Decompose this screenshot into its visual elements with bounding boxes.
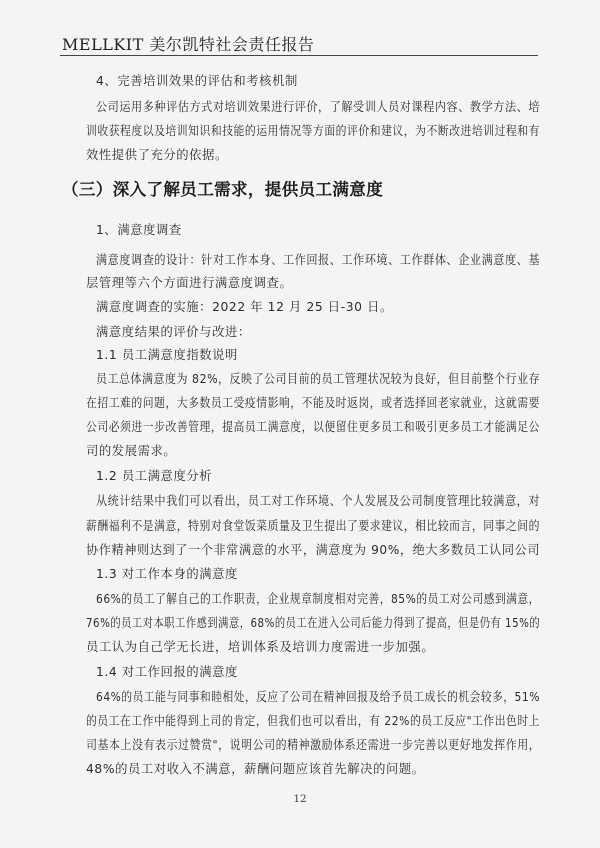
subheading-1-4: 1.4 对工作回报的满意度 [96,665,238,679]
paragraph-line: 公司运用多种评估方式对培训效果进行评价，了解受训人员对课程内容、教学方法、培 [96,100,541,114]
paragraph-line: 从统计结果中我们可以看出，员工对工作环境、个人发展及公司制度管理比较满意，对 [96,494,541,508]
paragraph-line: 效性提供了充分的依据。 [86,148,228,162]
section-heading: （三）深入了解员工需求，提供员工满意度 [62,180,384,199]
subheading-1-2: 1.2 员工满意度分析 [96,469,213,483]
paragraph-line: 64%的员工能与同事和睦相处，反应了公司在精神回报及给予员工成长的机会较多，51% [96,690,540,704]
paragraph-line: 满意度调查的设计：针对工作本身、工作回报、工作环境、工作群体、企业满意度、基 [96,253,541,267]
header-divider [60,55,538,56]
report-header-title: MELLKIT 美尔凯特社会责任报告 [62,35,315,54]
paragraph-line: 员工总体满意度为 82%，反映了公司目前的员工管理状况较为良好，但目前整个行业存 [96,372,541,386]
subheading-1-3: 1.3 对工作本身的满意度 [96,567,238,581]
paragraph-line: 66%的员工了解自己的工作职责，企业规章制度相对完善，85%的员工对公司感到满意， [96,592,540,606]
paragraph-line: 薪酬福利不是满意，特别对食堂饭菜质量及卫生提出了要求建议，相比较而言，同事之间的 [86,519,540,533]
subheading-1: 1、满意度调查 [96,223,182,237]
paragraph-line: 员工认为自己学无长进，培训体系及培训力度需进一步加强。 [86,640,435,654]
paragraph-line: 48%的员工对收入不满意，薪酬问题应该首先解决的问题。 [86,762,425,776]
page-number: 12 [293,793,307,805]
paragraph-line: 公司必须进一步改善管理，提高员工满意度，以便留住更多员工和吸引更多员工才能满足公 [86,420,540,434]
paragraph-line: 的员工在工作中能得到上司的肯定，但我们也可以看出，有 22%的员工反应"工作出色时上 [86,714,541,728]
paragraph-line: 满意度结果的评价与改进： [96,325,251,339]
paragraph-line: 协作精神则达到了一个非常满意的水平，满意度为 90%，绝大多数员工认同公司 [86,543,541,557]
paragraph-line: 层管理等六个方面进行满意度调查。 [86,276,293,290]
paragraph-line: 在招工难的问题，大多数员工受疫情影响，不能及时返岗，或者选择回老家就业，这就需要 [86,396,540,410]
paragraph-line: 司基本上没有表示过赞赏"，说明公司的精神激励体系还需进一步完善以更好地发挥作用， [86,738,541,752]
subheading-1-1: 1.1 员工满意度指数说明 [96,348,238,362]
paragraph-line: 满意度调查的实施：2022 年 12 月 25 日-30 日。 [96,300,393,314]
paragraph-line: 76%的员工对本职工作感到满意，68%的员工在进入公司后能力得到了提高，但是仍有 15%的 [86,616,541,630]
subheading-4: 4、完善培训效果的评估和考核机制 [96,74,298,88]
paragraph-line: 司的发展需求。 [86,444,177,458]
paragraph-line: 训收获程度以及培训知识和技能的运用情况等方面的评价和建议，为不断改进培训过程和有 [86,124,540,138]
